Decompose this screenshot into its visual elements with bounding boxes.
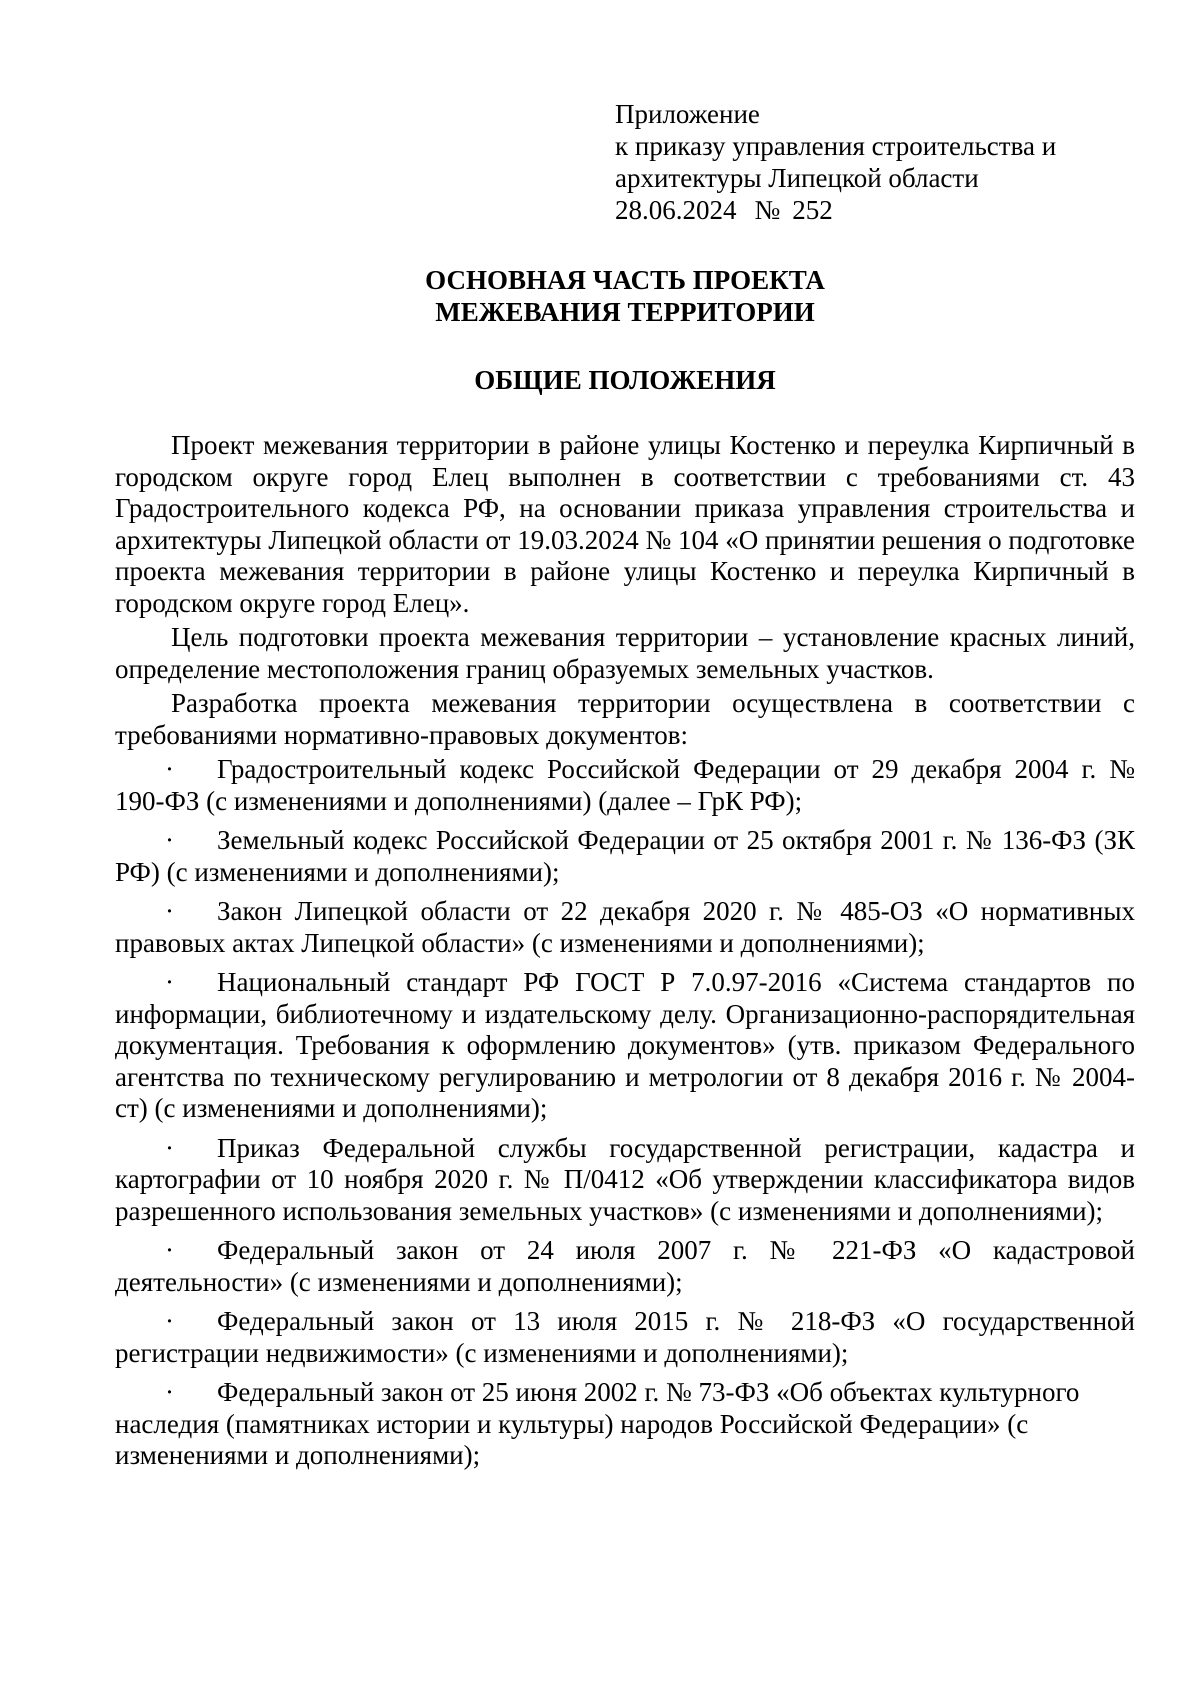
document-title-line-1: ОСНОВНАЯ ЧАСТЬ ПРОЕКТА xyxy=(425,265,825,295)
section-title: ОБЩИЕ ПОЛОЖЕНИЯ xyxy=(474,365,776,395)
list-item xyxy=(115,967,1135,1125)
appendix-line-2: к приказу управления строительства и xyxy=(615,131,1057,161)
document-body xyxy=(115,430,1135,1480)
list-item-text: Национальный стандарт РФ ГОСТ Р 7.0.97-2016 «Система стандартов по информации, библиотечному и издательскому делу. Организационно-распорядительная документация. Требования к оформлению документов» (утв. приказом Федерального агентства по техническому регулированию и метрологии от 8 декабря 2016 г. № 2004-ст) (с изменениями и дополнениями); xyxy=(115,967,1135,1123)
bullet-marker: · xyxy=(165,896,174,926)
list-item-text: Градостроительный кодекс Российской Федерации от 29 декабря 2004 г. № 190-ФЗ (с изменениями и дополнениями) (далее – ГрК РФ); xyxy=(115,754,1135,816)
list-item xyxy=(115,1377,1135,1472)
bullet-marker: · xyxy=(165,1306,174,1336)
bullet-marker: · xyxy=(165,967,174,997)
appendix-line-1: Приложение xyxy=(615,99,760,129)
bullet-marker: · xyxy=(165,825,174,855)
list-item-text: Приказ Федеральной службы государственной регистрации, кадастра и картографии от 10 ноября 2020 г. № П/0412 «Об утверждении классификатора видов разрешенного использования земельных участков» (с изменениями и дополнениями); xyxy=(115,1132,1135,1226)
bullet-marker: · xyxy=(165,1377,174,1407)
appendix-block xyxy=(615,98,1056,226)
list-item xyxy=(115,754,1135,817)
bullet-marker: · xyxy=(165,754,174,784)
list-item-text: Земельный кодекс Российской Федерации от 25 октября 2001 г. № 136-ФЗ (ЗК РФ) (с изменениями и дополнениями); xyxy=(115,825,1135,887)
list-item-text: Закон Липецкой области от 22 декабря 2020 г. № 485-ОЗ «О нормативных правовых актах Липецкой области» (с изменениями и дополнениями); xyxy=(115,896,1135,958)
paragraph: Проект межевания территории в районе улицы Костенко и переулка Кирпичный в городском округе город Елец выполнен в соответствии с требованиями ст. 43 Градостроительного кодекса РФ, на основании приказа управления строительства и архитектуры Липецкой области от 19.03.2024 № 104 «О принятии решения о подготовке проекта межевания территории в районе улицы Костенко и переулка Кирпичный в городском округе город Елец». xyxy=(115,430,1135,618)
list-item xyxy=(115,1235,1135,1298)
list-item-text: Федеральный закон от 13 июля 2015 г. № 218-ФЗ «О государственной регистрации недвижимости» (с изменениями и дополнениями); xyxy=(115,1306,1135,1368)
list-item xyxy=(115,896,1135,959)
document-title xyxy=(0,264,1200,328)
bullet-marker: · xyxy=(165,1132,174,1163)
list-item xyxy=(115,1133,1135,1228)
appendix-number: 252 xyxy=(792,195,833,225)
document-title-line-2: МЕЖЕВАНИЯ ТЕРРИТОРИИ xyxy=(435,297,815,327)
appendix-date-line xyxy=(615,194,1056,226)
appendix-date: 28.06.2024 xyxy=(615,195,737,225)
appendix-number-sign: № xyxy=(754,195,781,225)
regulations-list xyxy=(115,754,1135,1472)
paragraph: Разработка проекта межевания территории осуществлена в соответствии с требованиями нормативно-правовых документов: xyxy=(115,688,1135,750)
list-item-text: Федеральный закон от 24 июля 2007 г. № 221-ФЗ «О кадастровой деятельности» (с изменениями и дополнениями); xyxy=(115,1235,1135,1297)
appendix-line-3: архитектуры Липецкой области xyxy=(615,163,979,193)
list-item xyxy=(115,1306,1135,1369)
bullet-marker: · xyxy=(165,1235,174,1265)
list-item xyxy=(115,825,1135,888)
list-item-text: Федеральный закон от 25 июня 2002 г. № 73-ФЗ «Об объектах культурного наследия (памятниках истории и культуры) народов Российской Федерации» (с изменениями и дополнениями); xyxy=(115,1377,1080,1470)
paragraph: Цель подготовки проекта межевания территории – установление красных линий, определение местоположения границ образуемых земельных участков. xyxy=(115,622,1135,684)
